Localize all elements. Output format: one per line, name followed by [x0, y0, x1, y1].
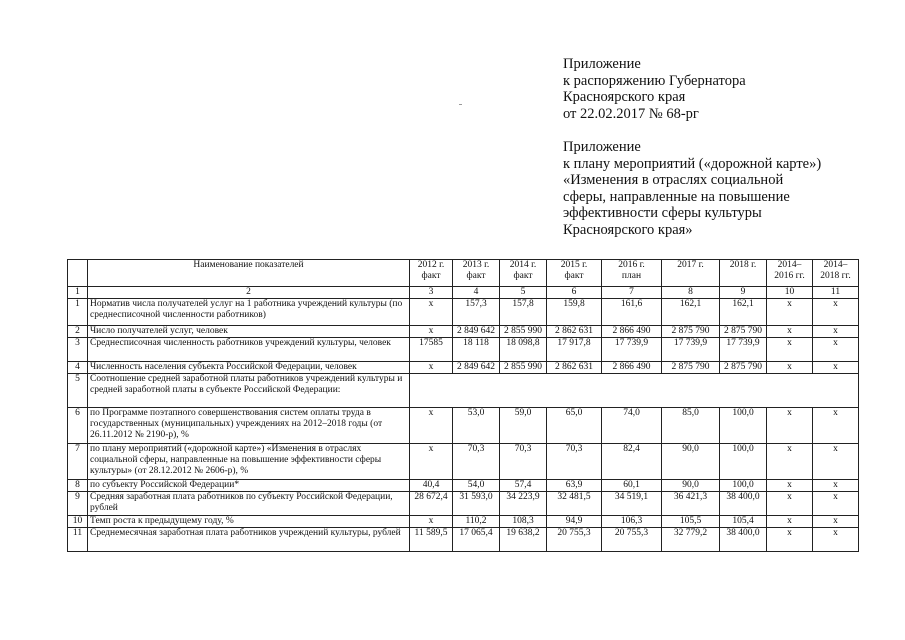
value-cell: х: [410, 362, 453, 374]
value-cell: 70,3: [453, 444, 500, 480]
value-cell: х: [410, 444, 453, 480]
value-cell: 70,3: [500, 444, 547, 480]
value-cell: 17 739,9: [602, 338, 662, 362]
column-header: [767, 260, 813, 287]
table-row: [68, 374, 859, 408]
row-number: 1: [68, 299, 88, 326]
column-header-line1: 2012 г.: [417, 260, 445, 270]
value-cell: 17585: [410, 338, 453, 362]
header-line: Красноярского края»: [563, 221, 693, 238]
header-line: «Изменения в отраслях социальной: [563, 172, 784, 188]
value-cell: 40,4: [410, 480, 453, 492]
column-number: 7: [602, 287, 662, 299]
column-header-line1: 2017 г.: [677, 260, 704, 270]
value-cell: 94,9: [547, 516, 602, 528]
indicator-name: Соотношение средней заработной платы работников учреждений культуры и средней заработной платы в субъекте Российской Федерации:: [88, 374, 410, 408]
column-header: [453, 260, 500, 287]
value-cell: 36 421,3: [662, 492, 720, 516]
row-number: 2: [68, 326, 88, 338]
column-header: [720, 260, 767, 287]
value-cell: 157,8: [500, 299, 547, 326]
header-line: к распоряжению Губернатора: [563, 72, 746, 89]
row-number: 10: [68, 516, 88, 528]
row-number: 4: [68, 362, 88, 374]
value-cell: х: [813, 492, 859, 516]
value-cell: х: [767, 299, 813, 326]
row-number: 9: [68, 492, 88, 516]
value-cell: х: [410, 516, 453, 528]
indicator-name: Численность населения субъекта Российской Федерации, человек: [88, 362, 410, 374]
column-number: 10: [767, 287, 813, 299]
header-line: к плану мероприятий («дорожной карте»): [563, 155, 822, 172]
empty-cell: [410, 374, 859, 408]
value-cell: 17 739,9: [662, 338, 720, 362]
column-header-line1: 2014–: [777, 260, 802, 270]
indicator-name: по субъекту Российской Федерации*: [88, 480, 410, 492]
table-row: [68, 408, 859, 444]
table-row: [68, 362, 859, 374]
value-cell: х: [767, 326, 813, 338]
column-header-line2: факт: [564, 271, 584, 281]
value-cell: 34 519,1: [602, 492, 662, 516]
column-header-line1: Наименование показателей: [193, 260, 304, 270]
value-cell: 2 875 790: [662, 326, 720, 338]
value-cell: 105,4: [720, 516, 767, 528]
value-cell: 159,8: [547, 299, 602, 326]
value-cell: х: [767, 528, 813, 552]
value-cell: 2 855 990: [500, 326, 547, 338]
value-cell: 105,5: [662, 516, 720, 528]
value-cell: 54,0: [453, 480, 500, 492]
value-cell: 70,3: [547, 444, 602, 480]
column-number: 6: [547, 287, 602, 299]
value-cell: 53,0: [453, 408, 500, 444]
value-cell: 85,0: [662, 408, 720, 444]
row-number: 6: [68, 408, 88, 444]
column-header-line1: 2014 г.: [509, 260, 537, 270]
column-header: [88, 260, 410, 287]
column-header-line1: 2016 г.: [618, 260, 645, 270]
value-cell: 100,0: [720, 480, 767, 492]
value-cell: 2 866 490: [602, 326, 662, 338]
value-cell: х: [767, 408, 813, 444]
column-number: 1: [68, 287, 88, 299]
value-cell: 162,1: [720, 299, 767, 326]
value-cell: 63,9: [547, 480, 602, 492]
column-number: 5: [500, 287, 547, 299]
value-cell: х: [767, 480, 813, 492]
column-number: 3: [410, 287, 453, 299]
value-cell: 19 638,2: [500, 528, 547, 552]
value-cell: х: [767, 516, 813, 528]
value-cell: 65,0: [547, 408, 602, 444]
value-cell: 38 400,0: [720, 492, 767, 516]
value-cell: х: [767, 362, 813, 374]
column-header: [68, 260, 88, 287]
value-cell: 17 739,9: [720, 338, 767, 362]
value-cell: х: [813, 516, 859, 528]
value-cell: 32 779,2: [662, 528, 720, 552]
value-cell: 34 223,9: [500, 492, 547, 516]
value-cell: 106,3: [602, 516, 662, 528]
value-cell: 2 875 790: [720, 362, 767, 374]
column-header: [602, 260, 662, 287]
value-cell: х: [813, 444, 859, 480]
value-cell: 18 098,8: [500, 338, 547, 362]
value-cell: 100,0: [720, 444, 767, 480]
column-header-line1: 2015 г.: [560, 260, 588, 270]
value-cell: 2 866 490: [602, 362, 662, 374]
column-number: 2: [88, 287, 410, 299]
value-cell: 38 400,0: [720, 528, 767, 552]
table-row: [68, 326, 859, 338]
value-cell: 17 065,4: [453, 528, 500, 552]
table-row: [68, 492, 859, 516]
row-number: 7: [68, 444, 88, 480]
column-header: [662, 260, 720, 287]
indicator-name: Норматив числа получателей услуг на 1 работника учреждений культуры (по среднесписочной численности работников): [88, 299, 410, 326]
value-cell: 74,0: [602, 408, 662, 444]
column-header-line2: 2016 гг.: [774, 271, 805, 281]
column-header-line2: план: [621, 271, 642, 281]
value-cell: х: [813, 362, 859, 374]
value-cell: 57,4: [500, 480, 547, 492]
value-cell: 2 849 642: [453, 362, 500, 374]
value-cell: х: [813, 480, 859, 492]
indicator-name: Средняя заработная плата работников по субъекту Российской Федерации, рублей: [88, 492, 410, 516]
value-cell: 157,3: [453, 299, 500, 326]
value-cell: х: [813, 326, 859, 338]
header-line: Приложение: [563, 56, 641, 72]
value-cell: 17 917,8: [547, 338, 602, 362]
value-cell: 18 118: [453, 338, 500, 362]
table-row: [68, 528, 859, 552]
column-header: [410, 260, 453, 287]
value-cell: 11 589,5: [410, 528, 453, 552]
row-number: 5: [68, 374, 88, 408]
value-cell: 90,0: [662, 480, 720, 492]
header-line: Красноярского края: [563, 89, 686, 105]
row-number: 8: [68, 480, 88, 492]
value-cell: 60,1: [602, 480, 662, 492]
column-number: 11: [813, 287, 859, 299]
header-line: Приложение: [563, 139, 641, 155]
table-row: [68, 444, 859, 480]
column-header-line1: 2014–: [823, 260, 848, 270]
column-header: [500, 260, 547, 287]
header-line: сферы, направленные на повышение: [563, 188, 790, 205]
value-cell: 2 862 631: [547, 362, 602, 374]
value-cell: 108,3: [500, 516, 547, 528]
header-line: от 22.02.2017 № 68-рг: [563, 105, 699, 122]
indicator-name: Среднемесячная заработная плата работников учреждений культуры, рублей: [88, 528, 410, 552]
value-cell: х: [410, 326, 453, 338]
value-cell: 2 849 642: [453, 326, 500, 338]
column-header: [813, 260, 859, 287]
indicator-name: Среднесписочная численность работников учреждений культуры, человек: [88, 338, 410, 362]
column-header-line2: 2018 гг.: [820, 271, 851, 281]
indicator-name: по Программе поэтапного совершенствования систем оплаты труда в государственных (муниципальных) учреждениях на 2012–2018 годы (от 26.11.2012 № 2190-р), %: [88, 408, 410, 444]
table-row: [68, 480, 859, 492]
value-cell: 2 875 790: [662, 362, 720, 374]
value-cell: 28 672,4: [410, 492, 453, 516]
value-cell: х: [767, 492, 813, 516]
header-line: эффективности сферы культуры: [563, 205, 762, 221]
row-number: 3: [68, 338, 88, 362]
value-cell: 32 481,5: [547, 492, 602, 516]
column-number-row: [68, 287, 859, 299]
column-header-line1: 2013 г.: [462, 260, 490, 270]
value-cell: 110,2: [453, 516, 500, 528]
header-row: [68, 260, 859, 287]
value-cell: 90,0: [662, 444, 720, 480]
value-cell: 59,0: [500, 408, 547, 444]
row-number: 11: [68, 528, 88, 552]
value-cell: 2 875 790: [720, 326, 767, 338]
column-header-line2: факт: [421, 271, 441, 281]
table-row: [68, 299, 859, 326]
value-cell: х: [410, 408, 453, 444]
table-row: [68, 338, 859, 362]
value-cell: 161,6: [602, 299, 662, 326]
value-cell: 31 593,0: [453, 492, 500, 516]
indicator-name: Темп роста к предыдущему году, %: [88, 516, 410, 528]
column-header-line2: факт: [513, 271, 533, 281]
indicator-name: по плану мероприятий («дорожной карте») «Изменения в отраслях социальной сферы, направленные на повышение эффективности сферы культуры» (от 28.12.2012 № 2606-р), %: [88, 444, 410, 480]
table-row: [68, 516, 859, 528]
indicators-table: [67, 259, 859, 552]
value-cell: х: [767, 444, 813, 480]
value-cell: 20 755,3: [547, 528, 602, 552]
value-cell: х: [767, 338, 813, 362]
value-cell: х: [813, 528, 859, 552]
value-cell: 2 862 631: [547, 326, 602, 338]
value-cell: х: [813, 408, 859, 444]
header-block: [563, 56, 821, 238]
value-cell: х: [410, 299, 453, 326]
value-cell: 100,0: [720, 408, 767, 444]
column-header: [547, 260, 602, 287]
column-header-line2: факт: [466, 271, 486, 281]
value-cell: х: [813, 299, 859, 326]
value-cell: х: [813, 338, 859, 362]
column-number: 4: [453, 287, 500, 299]
value-cell: 162,1: [662, 299, 720, 326]
value-cell: 82,4: [602, 444, 662, 480]
value-cell: 2 855 990: [500, 362, 547, 374]
indicator-name: Число получателей услуг, человек: [88, 326, 410, 338]
column-number: 8: [662, 287, 720, 299]
column-number: 9: [720, 287, 767, 299]
value-cell: 20 755,3: [602, 528, 662, 552]
column-header-line1: 2018 г.: [729, 260, 757, 270]
scan-speck: [459, 104, 462, 105]
